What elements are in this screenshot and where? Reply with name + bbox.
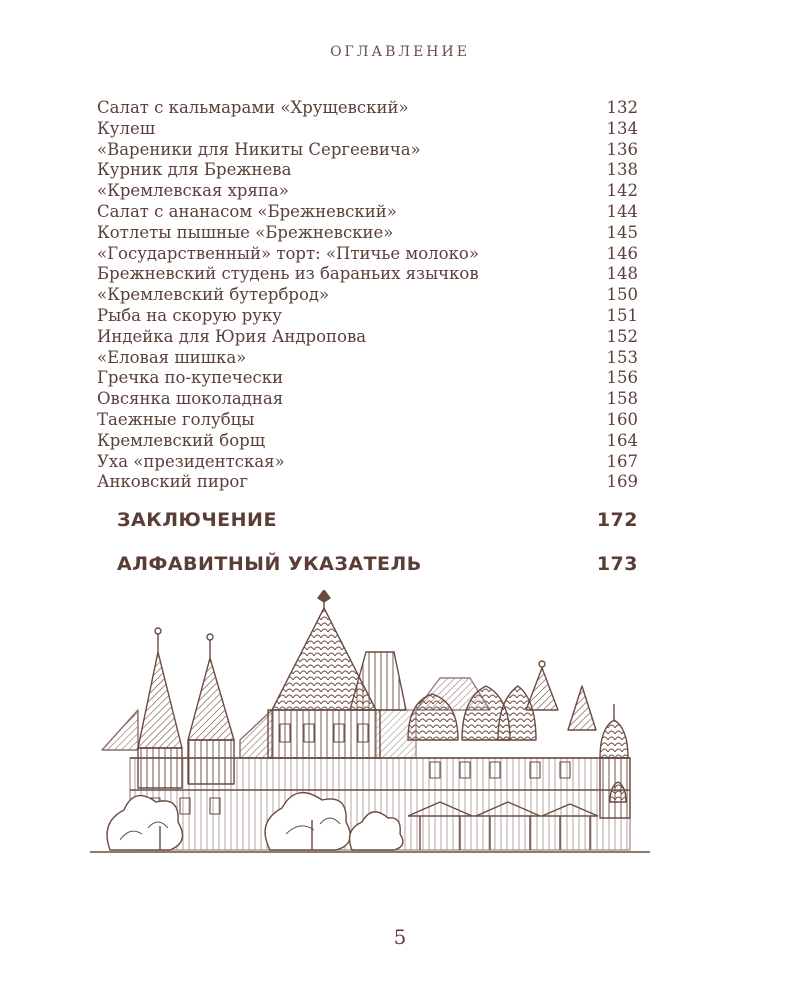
toc-entry-title: Уха «президентская»: [97, 451, 285, 471]
toc-entry-page: 148: [606, 264, 638, 284]
toc-entry-page: 142: [606, 181, 638, 201]
toc-entry-page: 144: [606, 201, 638, 221]
toc-entry-page: 169: [606, 472, 638, 492]
toc-entry[interactable]: [97, 160, 638, 181]
toc-entry-title: «Кремлевский бутерброд»: [97, 285, 330, 305]
toc-entry-page: 164: [606, 430, 638, 450]
toc-entry[interactable]: [97, 264, 638, 285]
page-header: ОГЛАВЛЕНИЕ: [330, 44, 470, 60]
toc-entry-title: Курник для Брежнева: [97, 160, 292, 180]
toc-entry[interactable]: [97, 181, 638, 202]
toc-entry-page: 167: [606, 451, 638, 471]
toc-entry-page: 132: [606, 98, 638, 117]
toc-entry[interactable]: [97, 368, 638, 389]
toc-entry-title: Кремлевский борщ: [97, 430, 266, 450]
toc-entry-title: Анковский пирог: [97, 472, 248, 492]
toc-entry-page: 136: [606, 139, 638, 159]
toc-entry-title: Овсянка шоколадная: [97, 389, 284, 409]
toc-entry-page: 152: [606, 326, 638, 346]
section-page: 173: [596, 553, 638, 575]
section-page: 172: [596, 509, 638, 531]
section-title: ЗАКЛЮЧЕНИЕ: [117, 509, 277, 531]
toc-entry-title: Кулеш: [97, 118, 156, 138]
toc-entry-title: Брежневский студень из бараньих язычков: [97, 264, 479, 284]
toc-section-index[interactable]: [117, 553, 638, 575]
toc-entry-title: «Вареники для Никиты Сергеевича»: [97, 139, 421, 159]
toc-list: [97, 98, 638, 493]
toc-entry-page: 150: [606, 285, 638, 305]
toc-entry-page: 156: [606, 368, 638, 388]
toc-entry-title: «Государственный» торт: «Птичье молоко»: [97, 243, 479, 263]
toc-entry-title: «Еловая шишка»: [97, 347, 247, 367]
palace-illustration: [90, 590, 655, 860]
toc-entry[interactable]: [97, 348, 638, 369]
toc-entry-page: 151: [606, 305, 638, 325]
toc-entry[interactable]: [97, 223, 638, 244]
toc-entry-page: 138: [606, 160, 638, 180]
toc-entry-title: Салат с ананасом «Брежневский»: [97, 201, 397, 221]
toc-entry-title: Рыба на скорую руку: [97, 305, 282, 325]
toc-entry[interactable]: [97, 202, 638, 223]
toc-entry-title: Таежные голубцы: [97, 409, 255, 429]
toc-entry-title: Салат с кальмарами «Хрущевский»: [97, 98, 409, 117]
toc-entry[interactable]: [97, 244, 638, 265]
toc-entry-page: 160: [606, 409, 638, 429]
toc-entry[interactable]: [97, 306, 638, 327]
section-title: АЛФАВИТНЫЙ УКАЗАТЕЛЬ: [117, 553, 422, 575]
toc-entry[interactable]: [97, 285, 638, 306]
toc-entry[interactable]: [97, 452, 638, 473]
toc-entry-page: 145: [606, 222, 638, 242]
toc-entry[interactable]: [97, 119, 638, 140]
toc-entry[interactable]: [97, 98, 638, 119]
toc-entry[interactable]: [97, 431, 638, 452]
toc-section-conclusion[interactable]: [117, 509, 638, 531]
toc-entry-title: Гречка по-купечески: [97, 368, 284, 388]
toc-entry[interactable]: [97, 389, 638, 410]
page-number: 5: [393, 925, 407, 949]
toc-entry-title: Индейка для Юрия Андропова: [97, 326, 367, 346]
toc-entry[interactable]: [97, 472, 638, 493]
toc-entry-page: 153: [606, 347, 638, 367]
toc-entry[interactable]: [97, 410, 638, 431]
toc-entry[interactable]: [97, 140, 638, 161]
toc-entry-title: Котлеты пышные «Брежневские»: [97, 222, 394, 242]
toc-entry-title: «Кремлевская хряпа»: [97, 181, 289, 201]
toc-entry-page: 134: [606, 118, 638, 138]
toc-entry-page: 158: [606, 389, 638, 409]
toc-entry[interactable]: [97, 327, 638, 348]
toc-entry-page: 146: [606, 243, 638, 263]
